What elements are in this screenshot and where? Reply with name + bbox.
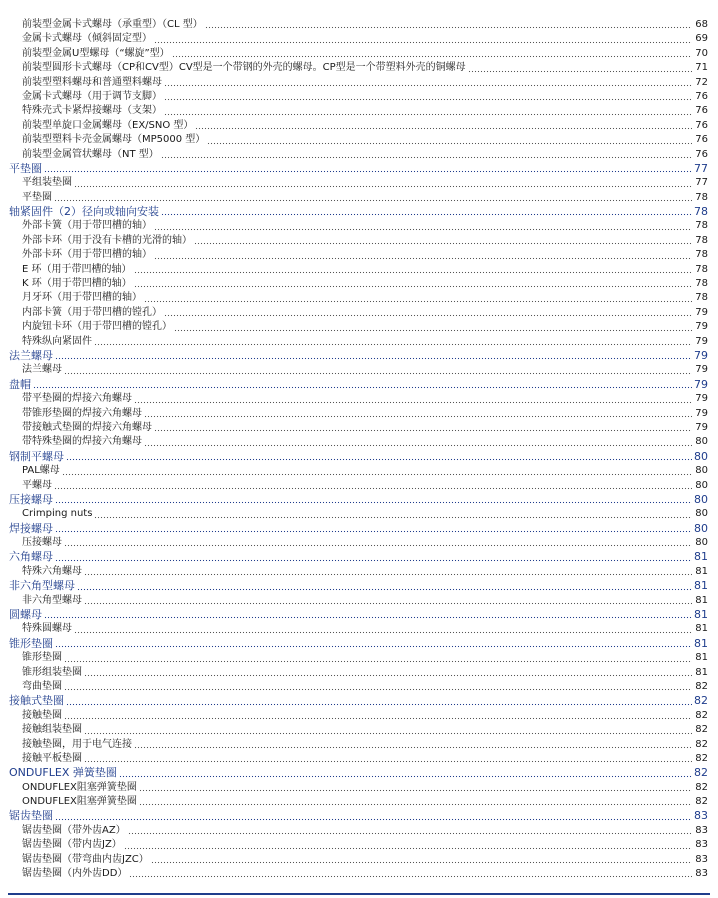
toc-section[interactable] [0,522,718,536]
toc-page-number: 76 [695,119,708,131]
toc-entry[interactable] [0,622,718,636]
toc-section[interactable] [0,608,718,622]
toc-section[interactable] [0,766,718,780]
toc-entry[interactable] [0,867,718,881]
dot-leader [174,323,692,332]
toc-page-number: 78 [695,220,708,232]
toc-title: 平组装垫圈 [22,177,72,189]
dot-leader [134,740,692,749]
toc-page-number: 81 [694,608,708,622]
toc-title: 盘帽 [9,377,31,391]
toc-title: 锯齿垫圈（内外齿DD） [22,868,128,880]
toc-entry[interactable] [0,435,718,449]
toc-entry[interactable] [0,90,718,104]
dot-leader [84,726,692,735]
dot-leader [64,654,692,663]
toc-section[interactable] [0,809,718,823]
toc-title: 前装型金属卡式螺母（承重型）（CL 型） [22,19,203,30]
toc-page-number: 82 [695,738,708,750]
toc-page-number: 78 [695,191,708,203]
toc-page-number: 82 [695,680,708,692]
toc-page-number: 72 [695,76,708,88]
toc-title: 特殊纵向紧固件 [22,335,92,347]
dot-leader [154,35,692,44]
toc-title: 外部卡环（用于带凹槽的轴） [22,249,152,261]
toc-page-number: 80 [695,479,708,491]
toc-entry[interactable] [0,133,718,147]
dot-leader [77,582,692,591]
toc-title: K 环（用于带凹槽的轴） [22,278,132,290]
dot-leader [124,841,692,850]
toc-page-number: 76 [695,134,708,146]
toc-page-number: 82 [694,766,708,780]
toc-title: 平垫圈 [22,191,52,203]
dot-leader [205,20,692,29]
toc-entry[interactable] [0,507,718,521]
dot-leader [55,495,692,504]
dot-leader [164,107,692,116]
toc-title: 压接螺母 [9,492,53,506]
toc-page-number: 78 [695,278,708,290]
toc-section[interactable] [0,550,718,564]
toc-page-number: 78 [695,292,708,304]
toc-entry[interactable] [0,464,718,478]
toc-entry[interactable] [0,119,718,133]
toc-page-number: 82 [695,709,708,721]
toc-page-number: 81 [695,594,708,606]
dot-leader [129,869,692,878]
toc-title: 前装型金属管状螺母（NT 型） [22,148,159,160]
toc-entry[interactable] [0,392,718,406]
toc-entry[interactable] [0,32,718,46]
toc-entry[interactable] [0,234,718,248]
toc-entry[interactable] [0,277,718,291]
dot-leader [194,236,692,245]
toc-title: 圆螺母 [9,608,42,622]
toc-title: 轴紧固件（2）径向或轴向安装 [9,205,159,219]
toc-section[interactable] [0,694,718,708]
toc-entry[interactable] [0,781,718,795]
toc-entry[interactable] [0,291,718,305]
toc-page-number: 76 [695,90,708,102]
toc-title: 锯齿垫圈（带弯曲内齿JZC） [22,853,149,865]
toc-entry[interactable] [0,651,718,665]
dot-leader [66,452,692,461]
toc-title: 非六角型螺母 [9,579,75,593]
dot-leader [164,308,692,317]
dot-leader [44,610,692,619]
dot-leader [207,136,692,145]
toc-section[interactable] [0,378,718,392]
toc-page-number: 79 [694,377,708,391]
toc-page-number: 79 [695,335,708,347]
toc-entry[interactable] [0,363,718,377]
toc-title: 六角螺母 [9,550,53,564]
toc-section[interactable] [0,579,718,593]
toc-title: ONDUFLEX阻塞弹簧垫圈 [22,781,137,793]
toc-title: 特殊六角螺母 [22,565,82,577]
dot-leader [55,639,692,648]
toc-title: 前装型单旋口金属螺母（EX/SNO 型） [22,119,194,131]
toc-title: 带平垫圈的焊接六角螺母 [22,393,132,405]
toc-page-number: 78 [694,205,708,219]
toc-page-number: 83 [695,853,708,865]
toc-page-number: 80 [695,508,708,520]
dot-leader [128,826,692,835]
toc-entry[interactable] [0,853,718,867]
toc-page-number: 83 [695,839,708,851]
toc-page-number: 82 [695,752,708,764]
toc-page-number: 80 [694,521,708,535]
toc-entry[interactable] [0,824,718,838]
toc-page-number: 78 [695,234,708,246]
dot-leader [154,251,692,260]
toc-title: 带接触式垫圈的焊接六角螺母 [22,421,152,433]
dot-leader [151,855,692,864]
toc-entry[interactable] [0,263,718,277]
toc-page-number: 81 [694,550,708,564]
toc-title: 金属卡式螺母（倾斜固定型） [22,33,152,45]
toc-page-number: 70 [695,47,708,59]
toc-title: 月牙环（用于带凹槽的轴） [22,292,142,304]
toc-title: PAL螺母 [22,465,60,477]
toc-title: 前装型金属U型螺母（“螺旋”型） [22,47,170,59]
toc-title: 金属卡式螺母（用于调节支脚） [22,90,162,102]
dot-leader [33,380,692,389]
dot-leader [164,92,692,101]
toc-entry[interactable] [0,565,718,579]
toc-title: 带特殊垫圈的焊接六角螺母 [22,436,142,448]
dot-leader [74,625,692,634]
toc-entry[interactable] [0,248,718,262]
dot-leader [94,510,692,519]
toc-page-number: 79 [695,393,708,405]
dot-leader [134,265,693,274]
toc-page-number: 77 [694,161,708,175]
toc-section[interactable] [0,493,718,507]
toc-page-number: 80 [694,449,708,463]
toc-title: 接触组装垫圈 [22,724,82,736]
toc-entry[interactable] [0,76,718,90]
toc-page-number: 78 [695,249,708,261]
toc-title: 平螺母 [22,479,52,491]
toc-page-number: 79 [695,421,708,433]
dot-leader [154,423,692,432]
toc-entry[interactable] [0,148,718,162]
dot-leader [161,207,692,216]
toc-title: 接触垫圈，用于电气连接 [22,738,132,750]
toc-title: 接触垫圈 [22,709,62,721]
toc-page-number: 82 [694,694,708,708]
table-of-contents [0,18,718,881]
toc-title: 锥形垫圈 [9,636,53,650]
toc-title: 法兰螺母 [22,364,62,376]
toc-page-number: 77 [695,177,708,189]
dot-leader [134,279,692,288]
toc-page-number: 81 [695,623,708,635]
toc-title: 法兰螺母 [9,348,53,362]
toc-page-number: 83 [695,824,708,836]
dot-leader [144,409,692,418]
dot-leader [139,783,692,792]
toc-page-number: 76 [695,105,708,117]
toc-entry[interactable] [0,666,718,680]
toc-page-number: 80 [695,537,708,549]
dot-leader [64,538,692,547]
toc-title: 弯曲垫圈 [22,680,62,692]
toc-section[interactable] [0,450,718,464]
toc-section[interactable] [0,349,718,363]
toc-entry[interactable] [0,738,718,752]
dot-leader [161,150,692,159]
dot-leader [164,78,692,87]
toc-page-number: 83 [694,809,708,823]
dot-leader [144,438,692,447]
toc-page-number: 82 [695,724,708,736]
toc-entry[interactable] [0,61,718,75]
toc-page-number: 80 [695,465,708,477]
dot-leader [84,567,692,576]
dot-leader [468,64,692,73]
toc-title: 带锥形垫圈的焊接六角螺母 [22,407,142,419]
toc-entry[interactable] [0,407,718,421]
toc-title: 锯齿垫圈 [9,809,53,823]
toc-title: 锥形垫圈 [22,652,62,664]
toc-page-number: 79 [695,306,708,318]
toc-entry[interactable] [0,421,718,435]
toc-entry[interactable] [0,752,718,766]
toc-title: 前装型圆形卡式螺母（CP和CV型）CV型是一个带钢的外壳的螺母。CP型是一个带塑料外壳的铜螺母 [22,62,466,74]
dot-leader [62,467,692,476]
toc-page-number: 83 [695,868,708,880]
toc-title: Crimping nuts [22,508,93,520]
toc-title: 焊接螺母 [9,521,53,535]
toc-page-number: 81 [695,652,708,664]
toc-title: 锥形组装垫圈 [22,666,82,678]
toc-entry[interactable] [0,838,718,852]
toc-page-number: 68 [695,19,708,30]
dot-leader [84,596,692,605]
toc-entry[interactable] [0,795,718,809]
toc-title: 前装型塑料卡壳金属螺母（MP5000 型） [22,134,206,146]
toc-page-number: 71 [695,62,708,74]
toc-page-number: 79 [695,364,708,376]
toc-entry[interactable] [0,47,718,61]
toc-title: ONDUFLEX阻塞弹簧垫圈 [22,796,137,808]
toc-title: E 环（用于带凹槽的轴） [22,263,132,275]
toc-entry[interactable] [0,680,718,694]
dot-leader [139,797,692,806]
toc-entry[interactable] [0,335,718,349]
toc-title: 钢制平螺母 [9,449,64,463]
toc-page-number: 76 [695,148,708,160]
toc-page-number: 81 [694,636,708,650]
dot-leader [66,697,692,706]
toc-entry[interactable] [0,320,718,334]
toc-page-number: 69 [695,33,708,45]
toc-entry[interactable] [0,594,718,608]
dot-leader [64,366,692,375]
dot-leader [144,294,692,303]
dot-leader [172,49,692,58]
toc-page-number: 79 [695,407,708,419]
toc-section[interactable] [0,205,718,219]
toc-title: 锯齿垫圈（带外齿AZ） [22,824,126,836]
toc-entry[interactable] [0,176,718,190]
toc-entry[interactable] [0,709,718,723]
toc-entry[interactable] [0,219,718,233]
toc-page-number: 81 [695,565,708,577]
toc-entry[interactable] [0,479,718,493]
toc-title: 内旋钮卡环（用于带凹槽的镗孔） [22,321,172,333]
dot-leader [84,754,692,763]
toc-title: 接触式垫圈 [9,694,64,708]
dot-leader [119,769,692,778]
toc-title: ONDUFLEX 弹簧垫圈 [9,766,117,780]
toc-entry[interactable] [0,536,718,550]
dot-leader [55,351,692,360]
toc-page-number: 82 [695,796,708,808]
dot-leader [55,553,692,562]
toc-title: 内部卡簧（用于带凹槽的镗孔） [22,306,162,318]
toc-title: 平垫圈 [9,161,42,175]
toc-title: 接触平板垫圈 [22,752,82,764]
toc-page-number: 80 [694,492,708,506]
toc-title: 特殊圆螺母 [22,623,72,635]
toc-title: 外部卡环（用于没有卡槽的光滑的轴） [22,234,192,246]
toc-title: 外部卡簧（用于带凹槽的轴） [22,220,152,232]
dot-leader [195,121,692,130]
dot-leader [94,337,692,346]
dot-leader [64,711,692,720]
dot-leader [64,682,692,691]
dot-leader [55,524,692,533]
toc-page-number: 81 [695,666,708,678]
dot-leader [54,481,692,490]
toc-title: 前装型塑料螺母和普通塑料螺母 [22,76,162,88]
dot-leader [154,222,692,231]
toc-entry[interactable] [0,104,718,118]
toc-section[interactable] [0,162,718,176]
toc-section[interactable] [0,637,718,651]
toc-page-number: 79 [694,348,708,362]
toc-entry[interactable] [0,306,718,320]
toc-entry[interactable] [0,723,718,737]
dot-leader [84,668,692,677]
toc-page-number: 79 [695,321,708,333]
toc-page-number: 80 [695,436,708,448]
dot-leader [74,179,692,188]
toc-page-number: 82 [695,781,708,793]
toc-page-number: 78 [695,263,708,275]
bottom-rule [8,893,710,895]
toc-title: 压接螺母 [22,537,62,549]
toc-entry[interactable] [0,18,718,32]
dot-leader [54,193,692,202]
toc-page-number: 81 [694,579,708,593]
dot-leader [44,164,692,173]
dot-leader [55,812,692,821]
toc-title: 锯齿垫圈（带内齿JZ） [22,839,122,851]
toc-entry[interactable] [0,191,718,205]
dot-leader [134,395,692,404]
toc-title: 非六角型螺母 [22,594,82,606]
toc-title: 特殊壳式卡紧焊接螺母（支架） [22,105,162,117]
